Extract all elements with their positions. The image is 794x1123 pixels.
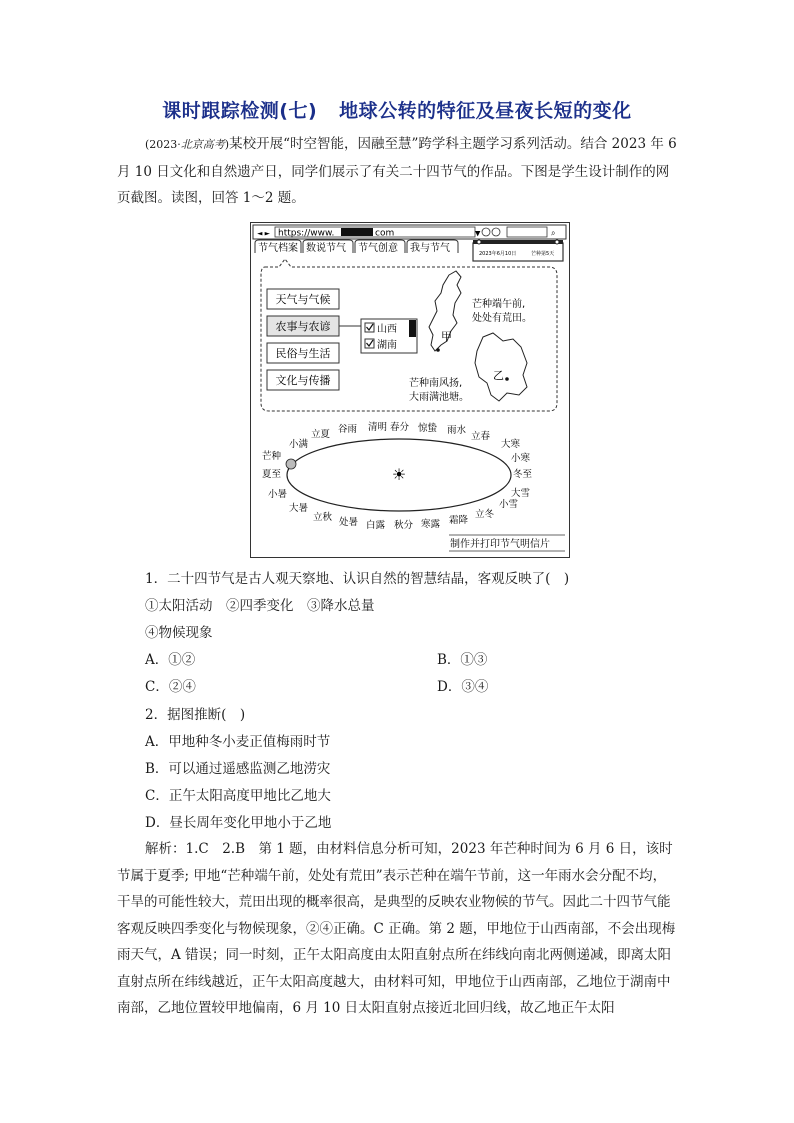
province-checklist <box>339 319 417 353</box>
term-lixia: 立夏 <box>311 429 331 440</box>
solar-terms-left <box>262 450 288 500</box>
page-title <box>0 96 794 123</box>
term-chushu: 处暑 <box>339 517 359 528</box>
date-panel-pin-left <box>477 240 481 244</box>
earth-position-icon <box>286 459 296 469</box>
term-liqiu: 立秋 <box>313 512 333 523</box>
intro-text: 某校开展“时空智能，因融至慧”跨学科主题学习系列活动。结合 2023 年 6 月 10 日文化和自然遗产日，同学们展示了有关二十四节气的作品。下图是学生设计制作的网页截图。读图，回答 1～2 题。 <box>117 136 677 206</box>
url-redaction <box>341 228 373 236</box>
term-xiaoxue: 小雪 <box>499 499 519 510</box>
proverb-a-line2: 处处有荒田。 <box>472 313 532 324</box>
term-xiaoshu: 小暑 <box>268 489 288 500</box>
menu-agriculture[interactable]: 农事与农谚 <box>275 320 331 333</box>
nav-arrows[interactable]: ◄ ► <box>257 229 270 238</box>
label-yi: 乙 <box>493 369 504 382</box>
term-xiazhi: 夏至 <box>262 469 282 480</box>
tab-jieqi-dangan[interactable]: 节气档案 <box>258 243 298 254</box>
q1-items-line1: ①太阳活动 ②四季变化 ③降水总量 <box>145 598 375 614</box>
term-lidong: 立冬 <box>475 509 495 520</box>
term-hanlu: 寒露 <box>421 519 441 530</box>
checklist-scrollbar[interactable] <box>409 320 416 337</box>
tab-jieqi-chuangyi[interactable]: 节气创意 <box>358 243 398 254</box>
hunan-map-outline <box>475 333 527 401</box>
q1-option-b[interactable]: B．①③ <box>437 652 488 668</box>
term-daxue: 大雪 <box>511 488 531 499</box>
term-qingming: 清明 <box>368 422 388 433</box>
term-guyu: 谷雨 <box>338 424 358 435</box>
term-yushui: 雨水 <box>447 425 467 436</box>
term-dongzhi: 冬至 <box>513 469 533 480</box>
webpage-figure-svg <box>251 223 568 556</box>
term-dahan: 大寒 <box>501 439 521 450</box>
date-panel-pin-right <box>555 240 559 244</box>
date-panel-bar <box>473 240 563 244</box>
checklist-hunan: 湖南 <box>377 340 397 351</box>
print-postcard-button[interactable]: 制作并打印节气明信片 <box>450 539 550 550</box>
source-tag: (2023·北京高考) <box>145 138 230 151</box>
checklist-shanxi: 山西 <box>377 324 397 335</box>
date-text: 2023年6月10日 <box>479 251 517 257</box>
url-suffix: com <box>375 228 395 239</box>
q2-option-c[interactable]: C．正午太阳高度甲地比乙地大 <box>145 788 331 804</box>
term-xiaohan: 小寒 <box>511 453 531 464</box>
point-jia-dot <box>436 348 440 352</box>
q2-stem: 2．据图推断( ) <box>145 707 246 723</box>
browser-field[interactable] <box>507 227 547 237</box>
dropdown-icon[interactable]: ▼ <box>475 229 481 238</box>
solar-terms-right <box>511 452 533 499</box>
q2-option-b[interactable]: B．可以通过遥感监测乙地涝灾 <box>145 761 331 777</box>
proverb-a-line1: 芒种端午前, <box>472 299 526 310</box>
title-part1: 课时跟踪检测(七) <box>162 100 318 122</box>
term-jingzhe: 惊蛰 <box>418 423 438 434</box>
point-yi-dot <box>505 377 509 381</box>
menu-culture[interactable]: 文化与传播 <box>275 374 331 387</box>
label-jia: 甲 <box>441 330 452 343</box>
tab-shuoshuo-jieqi[interactable]: 数说节气 <box>306 243 346 254</box>
tab-wo-yu-jieqi[interactable]: 我与节气 <box>410 243 450 254</box>
url-prefix: https://www. <box>278 228 335 239</box>
term-mangzhong: 芒种 <box>262 451 282 462</box>
forward-circle-icon[interactable] <box>492 228 500 236</box>
q1-stem: 1．二十四节气是古人观天察地、认识自然的智慧结晶，客观反映了( ) <box>145 571 570 587</box>
term-bailu: 白露 <box>366 520 386 531</box>
tab-bar <box>255 240 458 254</box>
intro-paragraph <box>117 131 677 212</box>
back-circle-icon[interactable] <box>482 228 490 236</box>
term-dashu: 大暑 <box>289 503 309 514</box>
analysis-paragraph: 解析：1.C 2.B 第 1 题，由材料信息分析可知，2023 年芒种时间为 6 月 6 日，该时节属于夏季; 甲地“芒种端午前，处处有荒田”表示芒种在端午节前，这一年雨水会分配不均，干旱的可能性较大，荒田出现的概率很高，是典型的反映农业物候的节气。因此二十四节气能客观反映四季变化与物候现象，②④正确。C 正确。第 2 题，甲地位于山西南部，不会出现梅雨天气，A 错误；同一时刻，正午太阳高度由太阳直射点所在纬线向南北两侧递减，即离太阳直射点所在纬线越近，正午太阳高度越大，由材料可知，甲地位于山西南部，乙地位于湖南中南部，乙地位置较甲地偏南，6 月 10 日太阳直射点接近北回归线，故乙地正午太阳 <box>117 841 676 1016</box>
q1-option-c[interactable]: C．②④ <box>145 679 196 695</box>
term-xiaoman: 小满 <box>289 439 309 450</box>
title-part2: 地球公转的特征及昼夜长短的变化 <box>339 100 632 122</box>
sun-icon: ☀ <box>391 465 407 484</box>
proverb-b-line1: 芒种南风扬, <box>409 378 463 389</box>
term-shuangjiang: 霜降 <box>449 515 469 526</box>
q1-option-a[interactable]: A．①② <box>145 652 196 668</box>
search-icon[interactable]: ⌕ <box>551 228 556 238</box>
q1-items-line2: ④物候现象 <box>145 625 213 641</box>
term-qiufen: 秋分 <box>394 520 414 531</box>
webpage-figure <box>250 222 570 558</box>
q2-option-d[interactable]: D．昼长周年变化甲地小于乙地 <box>145 815 332 831</box>
menu-weather[interactable]: 天气与气候 <box>275 293 331 306</box>
side-menu <box>267 289 339 390</box>
q2-option-a[interactable]: A．甲地种冬小麦正值梅雨时节 <box>145 734 331 750</box>
mangzhong-day-text: 芒种第5天 <box>531 251 555 257</box>
term-chunfen: 春分 <box>390 422 410 433</box>
term-lichun: 立春 <box>471 431 491 442</box>
q1-option-d[interactable]: D．③④ <box>437 679 489 695</box>
proverb-b-line2: 大雨满池塘。 <box>409 392 469 403</box>
menu-folk[interactable]: 民俗与生活 <box>275 347 331 360</box>
date-panel <box>473 240 563 261</box>
